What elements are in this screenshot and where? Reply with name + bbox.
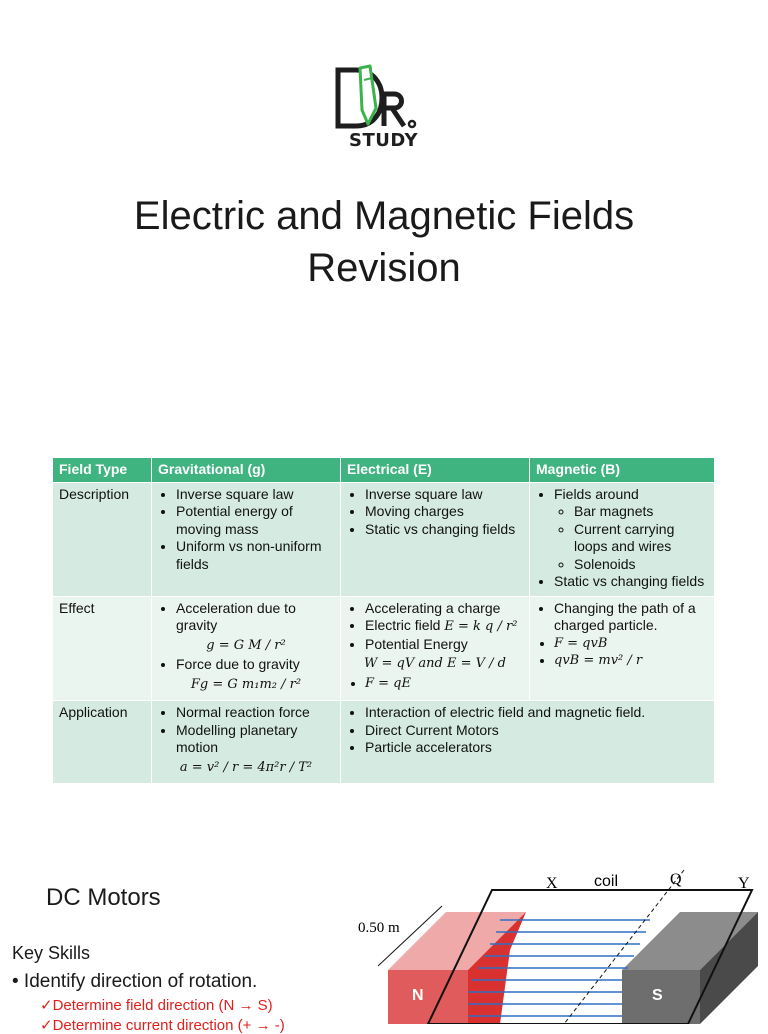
header-field-type: Field Type bbox=[53, 458, 152, 482]
check-field-direction: ✓Determine field direction (N → S) bbox=[40, 997, 273, 1014]
cell-mag-effect: • Changing the path of a charged particle. • F = qvB • qvB = mv² / r bbox=[530, 596, 715, 701]
cell-grav-description: • Inverse square law • Potential energy of moving mass • Uniform vs non-uniform fields bbox=[152, 482, 341, 596]
header-electrical: Electrical (E) bbox=[341, 458, 530, 482]
page-title: Electric and Magnetic Fields Revision bbox=[133, 194, 635, 290]
label-application: Application bbox=[53, 701, 152, 784]
label-description: Description bbox=[53, 482, 152, 596]
key-skills-label: Key Skills bbox=[12, 943, 91, 963]
north-magnet-face bbox=[388, 970, 468, 1024]
label-q: Q bbox=[670, 871, 682, 888]
header-magnetic: Magnetic (B) bbox=[530, 458, 715, 482]
north-label: N bbox=[412, 987, 424, 1004]
row-effect bbox=[53, 596, 715, 701]
skill-rotation: • Identify direction of rotation. bbox=[12, 971, 258, 992]
formula-potential: W = qV and E = V / d bbox=[364, 656, 506, 671]
formula-a: a = v² / r = 4π²r / T² bbox=[179, 759, 313, 775]
cell-elec-description: • Inverse square law • Moving charges • Static vs changing fields bbox=[341, 482, 530, 596]
south-label: S bbox=[652, 987, 663, 1004]
dc-motor-diagram bbox=[350, 860, 768, 1024]
logo-study-text: STUDY bbox=[349, 130, 419, 151]
cell-grav-effect: • Acceleration due to gravity g = G M / r² • Force due to gravity Fg = G m₁m₂ / r² bbox=[152, 596, 341, 701]
label-effect: Effect bbox=[53, 596, 152, 701]
label-distance: 0.50 m bbox=[358, 920, 400, 936]
label-coil: coil bbox=[594, 873, 619, 890]
cell-mag-description: • Fields around ◦ Bar magnets ◦ Current carrying loops and wires ◦ Solenoids • Static vs changing fields bbox=[530, 482, 715, 596]
formula-fg: Fg = G m₁m₂ / r² bbox=[190, 676, 302, 692]
header-gravitational: Gravitational (g) bbox=[152, 458, 341, 482]
formula-e-field: E = k q / r² bbox=[444, 619, 518, 634]
label-y: Y bbox=[738, 875, 750, 892]
label-x: X bbox=[546, 875, 558, 892]
cell-elec-effect: • Accelerating a charge • Electric field E = k q / r² • Potential Energy W = qV and E = V / d • F = qE bbox=[341, 596, 530, 701]
dc-motors-heading: DC Motors bbox=[46, 884, 161, 911]
row-application bbox=[53, 701, 715, 784]
row-description bbox=[53, 482, 715, 596]
cell-grav-application: • Normal reaction force • Modelling planetary motion a = v² / r = 4π²r / T² bbox=[152, 701, 341, 784]
cell-em-application: • Interaction of electric field and magnetic field. • Direct Current Motors • Particle accelerators bbox=[341, 701, 715, 784]
fields-comparison-table bbox=[53, 458, 715, 783]
formula-g: g = G M / r² bbox=[206, 637, 286, 653]
check-current-direction: ✓Determine current direction (+ → -) bbox=[40, 1017, 285, 1034]
